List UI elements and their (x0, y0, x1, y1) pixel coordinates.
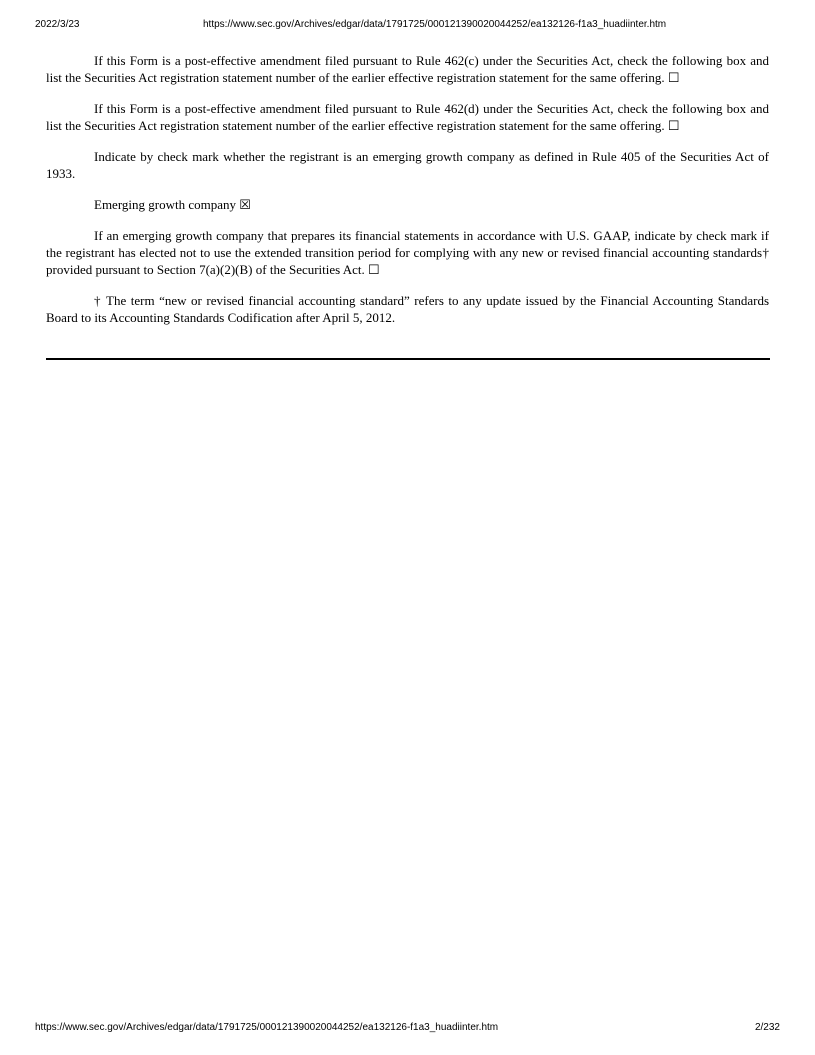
section-divider (46, 358, 770, 360)
header-url: https://www.sec.gov/Archives/edgar/data/1791725/000121390020044252/ea132126-f1a3_huadiinter.htm (203, 19, 667, 30)
footer-url: https://www.sec.gov/Archives/edgar/data/1791725/000121390020044252/ea132126-f1a3_huadiinter.htm (35, 1022, 499, 1033)
footnote-paragraph: † The term “new or revised financial accounting standard” refers to any update issued by the Financial Accounting Standards Board to its Accounting Standards Codification after April 5, 2012. (46, 293, 769, 325)
print-footer (35, 1021, 780, 1035)
print-header (35, 18, 780, 32)
page-number: 2/232 (754, 1022, 780, 1033)
gaap-election-paragraph: If an emerging growth company that prepares its financial statements in accordance with U.S. GAAP, indicate by check mark if the registrant has elected not to use the extended transition period for complying with any new or revised financial accounting standards† provided pursuant to Section 7(a)(2)(B) of the Securities Act. ☐ (46, 228, 769, 277)
egc-question-paragraph: Indicate by check mark whether the registrant is an emerging growth company as defined in Rule 405 of the Securities Act of 1933. (46, 149, 769, 181)
rule-462d-paragraph: If this Form is a post-effective amendment filed pursuant to Rule 462(d) under the Securities Act, check the following box and list the Securities Act registration statement number of the earlier effective registration statement for the same offering. ☐ (46, 101, 769, 133)
rule-462c-paragraph: If this Form is a post-effective amendment filed pursuant to Rule 462(c) under the Securities Act, check the following box and list the Securities Act registration statement number of the earlier effective registration statement for the same offering. ☐ (46, 53, 769, 85)
form-body (46, 52, 769, 340)
egc-checkbox-line: Emerging growth company ☒ (94, 197, 251, 212)
print-date: 2022/3/23 (35, 19, 80, 30)
